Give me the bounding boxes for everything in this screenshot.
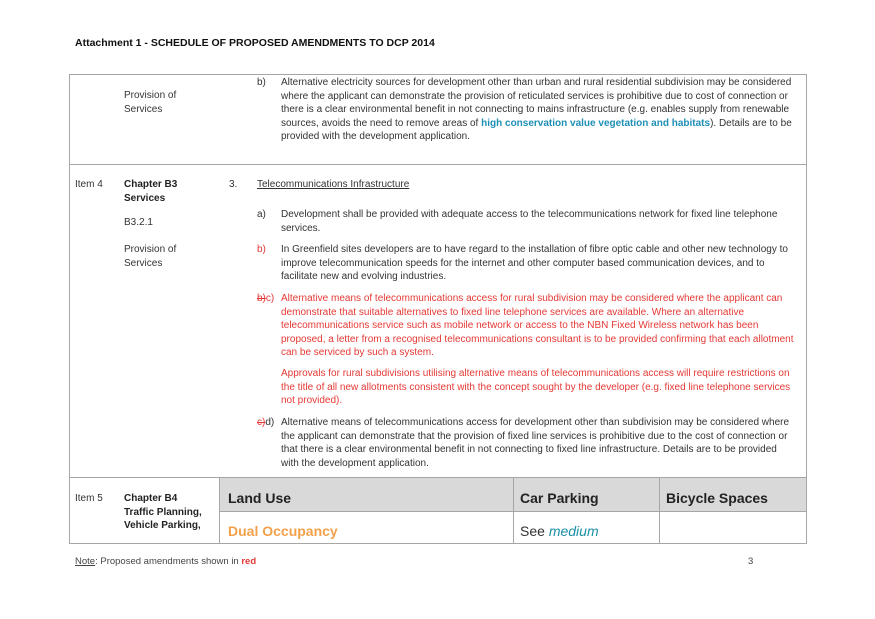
cell-car-parking xyxy=(520,523,599,539)
clause-title: Telecommunications Infrastructure xyxy=(257,179,410,190)
item-c-label-struck: b) xyxy=(257,293,266,304)
amendments-table xyxy=(69,74,807,544)
page-number: 3 xyxy=(748,556,754,567)
item-b-text: In Greenfield sites developers are to have regard to the installation of fibre optic cable and other new technology to improve telecommunication speeds for the internet and other computer based communication devices, and to facilitate new and evolving industries. xyxy=(281,244,788,283)
page-title: Attachment 1 - SCHEDULE OF PROPOSED AMENDMENTS TO DCP 2014 xyxy=(75,37,435,49)
cell-car-parking-italic: medium xyxy=(548,523,599,539)
item-a-label: a) xyxy=(257,209,266,220)
header-land-use: Land Use xyxy=(228,490,292,506)
row1-reference: Provision of Services xyxy=(124,90,177,115)
item-d-label xyxy=(257,416,274,430)
item-c-text xyxy=(281,292,796,360)
item-d-text: Alternative means of telecommunications access for development other than subdivision may be considered where the applicant can demonstrate that the provision of fixed line services is prohibitive due to the cost of connection or that there is a clear environmental benefit in not connecting to fixed line infrastructure. Details are to be provided with the development application. xyxy=(281,417,790,469)
header-bicycle-spaces: Bicycle Spaces xyxy=(666,490,768,506)
item-b-label: b) xyxy=(257,244,266,255)
row3-item-number: Item 5 xyxy=(75,493,103,504)
item-a-text: Development shall be provided with adequate access to the telecommunications network for fixed line telephone services. xyxy=(281,209,778,234)
cell-car-parking-prefix: See xyxy=(520,523,549,539)
row2-reference: Provision of Services xyxy=(124,244,177,269)
row2-chapter: Chapter B3 Services xyxy=(124,179,178,204)
footer-note-label: Note xyxy=(75,556,96,567)
clause-number: 3. xyxy=(229,179,238,190)
footer-note-text: : Proposed amendments shown in xyxy=(95,556,242,567)
row1-item-b-label: b) xyxy=(257,77,266,88)
row1-item-b-highlight: high conservation value vegetation and habitats xyxy=(481,117,711,129)
cell-land-use: Dual Occupancy xyxy=(228,523,338,539)
row2-item-number: Item 4 xyxy=(75,179,103,190)
table-border-left xyxy=(69,74,70,544)
row2-section: B3.2.1 xyxy=(124,217,153,228)
row1-item-b-text xyxy=(281,76,796,144)
table-border-bottom xyxy=(69,543,807,544)
row3-chapter: Chapter B4 Traffic Planning, Vehicle Parking, xyxy=(124,493,202,532)
header-car-parking: Car Parking xyxy=(520,490,599,506)
table-border-top xyxy=(69,74,807,75)
item-c-label-new: c) xyxy=(265,293,275,304)
land-use-header-divider xyxy=(219,511,806,512)
item-d-label-struck: c) xyxy=(257,417,266,428)
footer-note xyxy=(75,556,256,567)
item-c-paragraph-2: Approvals for rural subdivisions utilising alternative means of telecommunications access will require restrictions on the title of all new allotments consistent with the concept sought by the developer (e.g. fixed line telephone services not provided). xyxy=(281,368,791,407)
row1-item-b-text-2: ). Details are to be provided with the development application. xyxy=(281,117,792,143)
item-d-label-new: d) xyxy=(265,417,275,428)
table-border-right xyxy=(806,74,807,544)
row1-item-b-text-1: Alternative electricity sources for development other than urban and rural residential subdivision may be considered where the applicant can demonstrate the provision of reticulated services is prohibitive due to cost of connection or there is a clear environmental benefit in not connecting to mains infrastructure (e.g. enables supply from renewable sources, avoids the need to remove areas of xyxy=(281,77,792,129)
footer-note-red: red xyxy=(241,556,257,567)
item-c-label xyxy=(257,292,274,306)
item-c-text-1: Alternative means of telecommunications access for rural subdivision may be considered where the applicant can demonstrate that suitable alternatives to fixed line telephone services are available. xyxy=(281,293,783,318)
item-c-text-2: Where an alternative telecommunications service such as mobile network or access to the NBN Fixed Wireless network has been proposed, a letter from a recognised telecommunications consultant is to be provided confirming that each allotment can be serviced by such a system. xyxy=(281,306,794,359)
row-divider-1 xyxy=(69,164,807,165)
